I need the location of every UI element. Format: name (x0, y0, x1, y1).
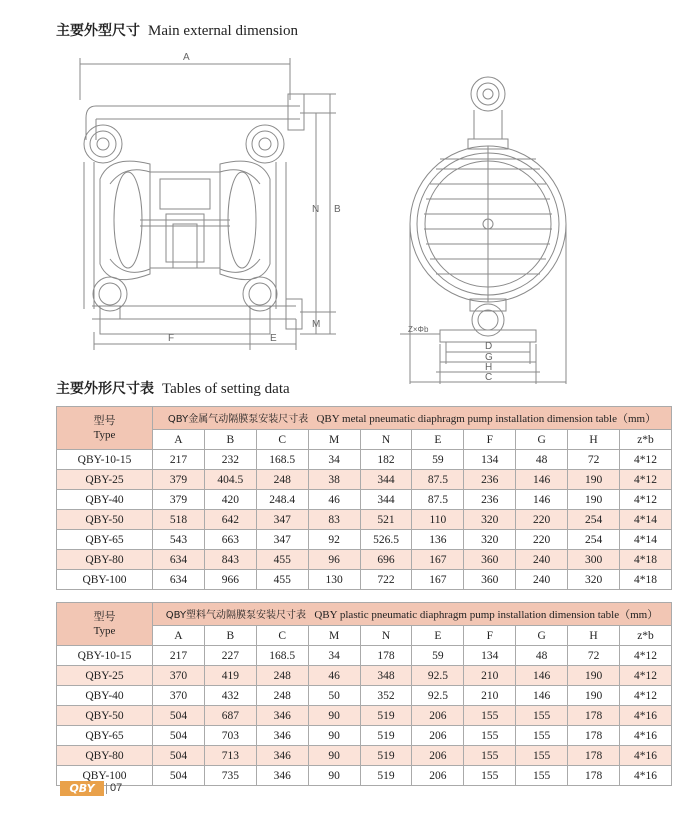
table-title-en: QBY metal pneumatic diaphragm pump installation dimension table（mm） (316, 413, 657, 425)
table-row (57, 726, 672, 746)
model-cell: QBY-25 (57, 470, 153, 490)
column-header: G (516, 430, 568, 450)
value-cell: 92 (308, 530, 360, 550)
heading-cn: 主要外型尺寸 (56, 23, 140, 39)
value-cell: 92.5 (412, 686, 464, 706)
table-row (57, 490, 672, 510)
value-cell: 455 (256, 550, 308, 570)
value-cell: 155 (464, 706, 516, 726)
value-cell: 240 (516, 570, 568, 590)
value-cell: 4*12 (620, 666, 672, 686)
column-header: N (360, 626, 412, 646)
column-header: B (204, 430, 256, 450)
dim-label-N: N (312, 204, 320, 215)
value-cell: 713 (204, 746, 256, 766)
value-cell: 206 (412, 726, 464, 746)
type-header-cn: 型号 (93, 415, 116, 427)
value-cell: 168.5 (256, 450, 308, 470)
column-header: E (412, 626, 464, 646)
value-cell: 90 (308, 766, 360, 786)
value-cell: 236 (464, 470, 516, 490)
type-header-en: Type (93, 625, 116, 637)
value-cell: 90 (308, 746, 360, 766)
dim-label-A: A (183, 52, 190, 63)
value-cell: 634 (153, 570, 205, 590)
column-header: F (464, 626, 516, 646)
value-cell: 4*16 (620, 726, 672, 746)
value-cell: 4*16 (620, 706, 672, 726)
value-cell: 38 (308, 470, 360, 490)
value-cell: 134 (464, 450, 516, 470)
value-cell: 4*18 (620, 550, 672, 570)
section-heading-tables (56, 378, 290, 398)
value-cell: 220 (516, 530, 568, 550)
value-cell: 320 (464, 530, 516, 550)
value-cell: 46 (308, 490, 360, 510)
value-cell: 455 (256, 570, 308, 590)
table-row (57, 510, 672, 530)
value-cell: 248 (256, 686, 308, 706)
column-header: M (308, 626, 360, 646)
value-cell: 46 (308, 666, 360, 686)
value-cell: 155 (516, 726, 568, 746)
dim-label-C: C (485, 372, 493, 383)
value-cell: 254 (568, 530, 620, 550)
footer-divider (106, 783, 107, 794)
table-title-en: QBY plastic pneumatic diaphragm pump installation dimension table（mm） (314, 609, 659, 621)
table-row (57, 570, 672, 590)
value-cell: 178 (568, 726, 620, 746)
value-cell: 206 (412, 766, 464, 786)
value-cell: 518 (153, 510, 205, 530)
value-cell: 4*14 (620, 510, 672, 530)
column-header: A (153, 626, 205, 646)
type-header (57, 603, 153, 646)
metal-pump-dimension-table (56, 406, 672, 590)
value-cell: 206 (412, 746, 464, 766)
model-cell: QBY-80 (57, 550, 153, 570)
value-cell: 360 (464, 550, 516, 570)
model-cell: QBY-100 (57, 570, 153, 590)
value-cell: 182 (360, 450, 412, 470)
value-cell: 642 (204, 510, 256, 530)
value-cell: 146 (516, 490, 568, 510)
model-cell: QBY-100 (57, 766, 153, 786)
value-cell: 320 (568, 570, 620, 590)
value-cell: 220 (516, 510, 568, 530)
value-cell: 136 (412, 530, 464, 550)
value-cell: 155 (516, 766, 568, 786)
value-cell: 48 (516, 646, 568, 666)
value-cell: 72 (568, 450, 620, 470)
value-cell: 178 (568, 706, 620, 726)
model-cell: QBY-10-15 (57, 646, 153, 666)
value-cell: 92.5 (412, 666, 464, 686)
value-cell: 634 (153, 550, 205, 570)
model-cell: QBY-50 (57, 706, 153, 726)
value-cell: 96 (308, 550, 360, 570)
value-cell: 4*12 (620, 450, 672, 470)
plastic-pump-dimension-table (56, 602, 672, 786)
value-cell: 344 (360, 470, 412, 490)
value-cell: 227 (204, 646, 256, 666)
value-cell: 722 (360, 570, 412, 590)
table-row (57, 666, 672, 686)
value-cell: 843 (204, 550, 256, 570)
table-title-cn: QBY金属气动隔膜泵安装尺寸表 (167, 414, 309, 425)
section-heading-dimension (56, 20, 298, 40)
value-cell: 703 (204, 726, 256, 746)
value-cell: 352 (360, 686, 412, 706)
value-cell: 236 (464, 490, 516, 510)
page-footer (0, 781, 123, 796)
column-header: F (464, 430, 516, 450)
value-cell: 190 (568, 470, 620, 490)
value-cell: 519 (360, 766, 412, 786)
value-cell: 248.4 (256, 490, 308, 510)
value-cell: 320 (464, 510, 516, 530)
value-cell: 248 (256, 470, 308, 490)
model-cell: QBY-40 (57, 686, 153, 706)
value-cell: 4*18 (620, 570, 672, 590)
model-cell: QBY-65 (57, 530, 153, 550)
value-cell: 687 (204, 706, 256, 726)
dim-label-G: G (485, 352, 493, 363)
value-cell: 167 (412, 550, 464, 570)
value-cell: 155 (464, 726, 516, 746)
dim-label-E: E (270, 333, 277, 344)
model-cell: QBY-80 (57, 746, 153, 766)
value-cell: 543 (153, 530, 205, 550)
value-cell: 240 (516, 550, 568, 570)
value-cell: 347 (256, 530, 308, 550)
value-cell: 110 (412, 510, 464, 530)
value-cell: 420 (204, 490, 256, 510)
value-cell: 83 (308, 510, 360, 530)
value-cell: 232 (204, 450, 256, 470)
value-cell: 90 (308, 706, 360, 726)
value-cell: 254 (568, 510, 620, 530)
value-cell: 146 (516, 470, 568, 490)
value-cell: 155 (516, 706, 568, 726)
value-cell: 87.5 (412, 470, 464, 490)
pump-dimension-drawing (0, 44, 700, 384)
value-cell: 59 (412, 646, 464, 666)
value-cell: 146 (516, 666, 568, 686)
value-cell: 346 (256, 726, 308, 746)
model-cell: QBY-25 (57, 666, 153, 686)
value-cell: 519 (360, 746, 412, 766)
value-cell: 4*12 (620, 646, 672, 666)
value-cell: 248 (256, 666, 308, 686)
value-cell: 155 (516, 746, 568, 766)
value-cell: 178 (360, 646, 412, 666)
table-title-cn: QBY塑料气动隔膜泵安装尺寸表 (165, 610, 307, 621)
table-title (153, 407, 672, 430)
value-cell: 346 (256, 706, 308, 726)
value-cell: 370 (153, 666, 205, 686)
value-cell: 210 (464, 686, 516, 706)
value-cell: 217 (153, 646, 205, 666)
column-header: A (153, 430, 205, 450)
value-cell: 348 (360, 666, 412, 686)
heading-cn: 主要外形尺寸表 (56, 381, 154, 397)
dim-label-B: B (334, 204, 341, 215)
value-cell: 346 (256, 766, 308, 786)
value-cell: 210 (464, 666, 516, 686)
value-cell: 190 (568, 666, 620, 686)
table-row (57, 646, 672, 666)
value-cell: 696 (360, 550, 412, 570)
value-cell: 155 (464, 766, 516, 786)
value-cell: 168.5 (256, 646, 308, 666)
model-cell: QBY-50 (57, 510, 153, 530)
type-header-en: Type (93, 429, 116, 441)
table-row (57, 706, 672, 726)
value-cell: 155 (464, 746, 516, 766)
value-cell: 519 (360, 726, 412, 746)
column-header: z*b (620, 430, 672, 450)
value-cell: 146 (516, 686, 568, 706)
type-header-cn: 型号 (93, 611, 116, 623)
value-cell: 300 (568, 550, 620, 570)
column-header: M (308, 430, 360, 450)
value-cell: 504 (153, 726, 205, 746)
value-cell: 504 (153, 746, 205, 766)
value-cell: 379 (153, 470, 205, 490)
column-header: C (256, 430, 308, 450)
table-title (153, 603, 672, 626)
value-cell: 966 (204, 570, 256, 590)
table-row (57, 686, 672, 706)
table-row (57, 530, 672, 550)
value-cell: 34 (308, 450, 360, 470)
value-cell: 4*12 (620, 470, 672, 490)
value-cell: 50 (308, 686, 360, 706)
brand-tab: QBY (60, 781, 104, 796)
dim-label-M: M (312, 319, 321, 330)
value-cell: 4*12 (620, 490, 672, 510)
column-header: N (360, 430, 412, 450)
value-cell: 504 (153, 766, 205, 786)
value-cell: 346 (256, 746, 308, 766)
value-cell: 344 (360, 490, 412, 510)
value-cell: 130 (308, 570, 360, 590)
column-header: H (568, 430, 620, 450)
value-cell: 178 (568, 746, 620, 766)
value-cell: 360 (464, 570, 516, 590)
type-header (57, 407, 153, 450)
value-cell: 663 (204, 530, 256, 550)
heading-en: Main external dimension (148, 23, 298, 39)
table-row (57, 766, 672, 786)
value-cell: 419 (204, 666, 256, 686)
table-row (57, 450, 672, 470)
model-cell: QBY-40 (57, 490, 153, 510)
column-header: C (256, 626, 308, 646)
value-cell: 48 (516, 450, 568, 470)
model-cell: QBY-65 (57, 726, 153, 746)
dim-label-D: D (485, 341, 493, 352)
value-cell: 379 (153, 490, 205, 510)
page-number: 07 (110, 782, 123, 794)
value-cell: 190 (568, 490, 620, 510)
column-header: H (568, 626, 620, 646)
value-cell: 521 (360, 510, 412, 530)
value-cell: 4*12 (620, 686, 672, 706)
dim-label-H: H (485, 362, 493, 373)
heading-en: Tables of setting data (162, 381, 290, 397)
value-cell: 59 (412, 450, 464, 470)
value-cell: 167 (412, 570, 464, 590)
value-cell: 87.5 (412, 490, 464, 510)
value-cell: 90 (308, 726, 360, 746)
value-cell: 72 (568, 646, 620, 666)
value-cell: 526.5 (360, 530, 412, 550)
value-cell: 504 (153, 706, 205, 726)
column-header: G (516, 626, 568, 646)
value-cell: 217 (153, 450, 205, 470)
column-header: E (412, 430, 464, 450)
value-cell: 190 (568, 686, 620, 706)
table-row (57, 746, 672, 766)
table-row (57, 470, 672, 490)
table-row (57, 550, 672, 570)
column-header: z*b (620, 626, 672, 646)
value-cell: 370 (153, 686, 205, 706)
dim-label-zphi: Z×Φb (408, 325, 429, 334)
value-cell: 519 (360, 706, 412, 726)
value-cell: 735 (204, 766, 256, 786)
value-cell: 4*16 (620, 766, 672, 786)
value-cell: 404.5 (204, 470, 256, 490)
model-cell: QBY-10-15 (57, 450, 153, 470)
value-cell: 4*14 (620, 530, 672, 550)
column-header: B (204, 626, 256, 646)
dim-label-F: F (168, 333, 175, 344)
value-cell: 347 (256, 510, 308, 530)
value-cell: 34 (308, 646, 360, 666)
value-cell: 432 (204, 686, 256, 706)
value-cell: 206 (412, 706, 464, 726)
value-cell: 134 (464, 646, 516, 666)
value-cell: 4*16 (620, 746, 672, 766)
value-cell: 178 (568, 766, 620, 786)
